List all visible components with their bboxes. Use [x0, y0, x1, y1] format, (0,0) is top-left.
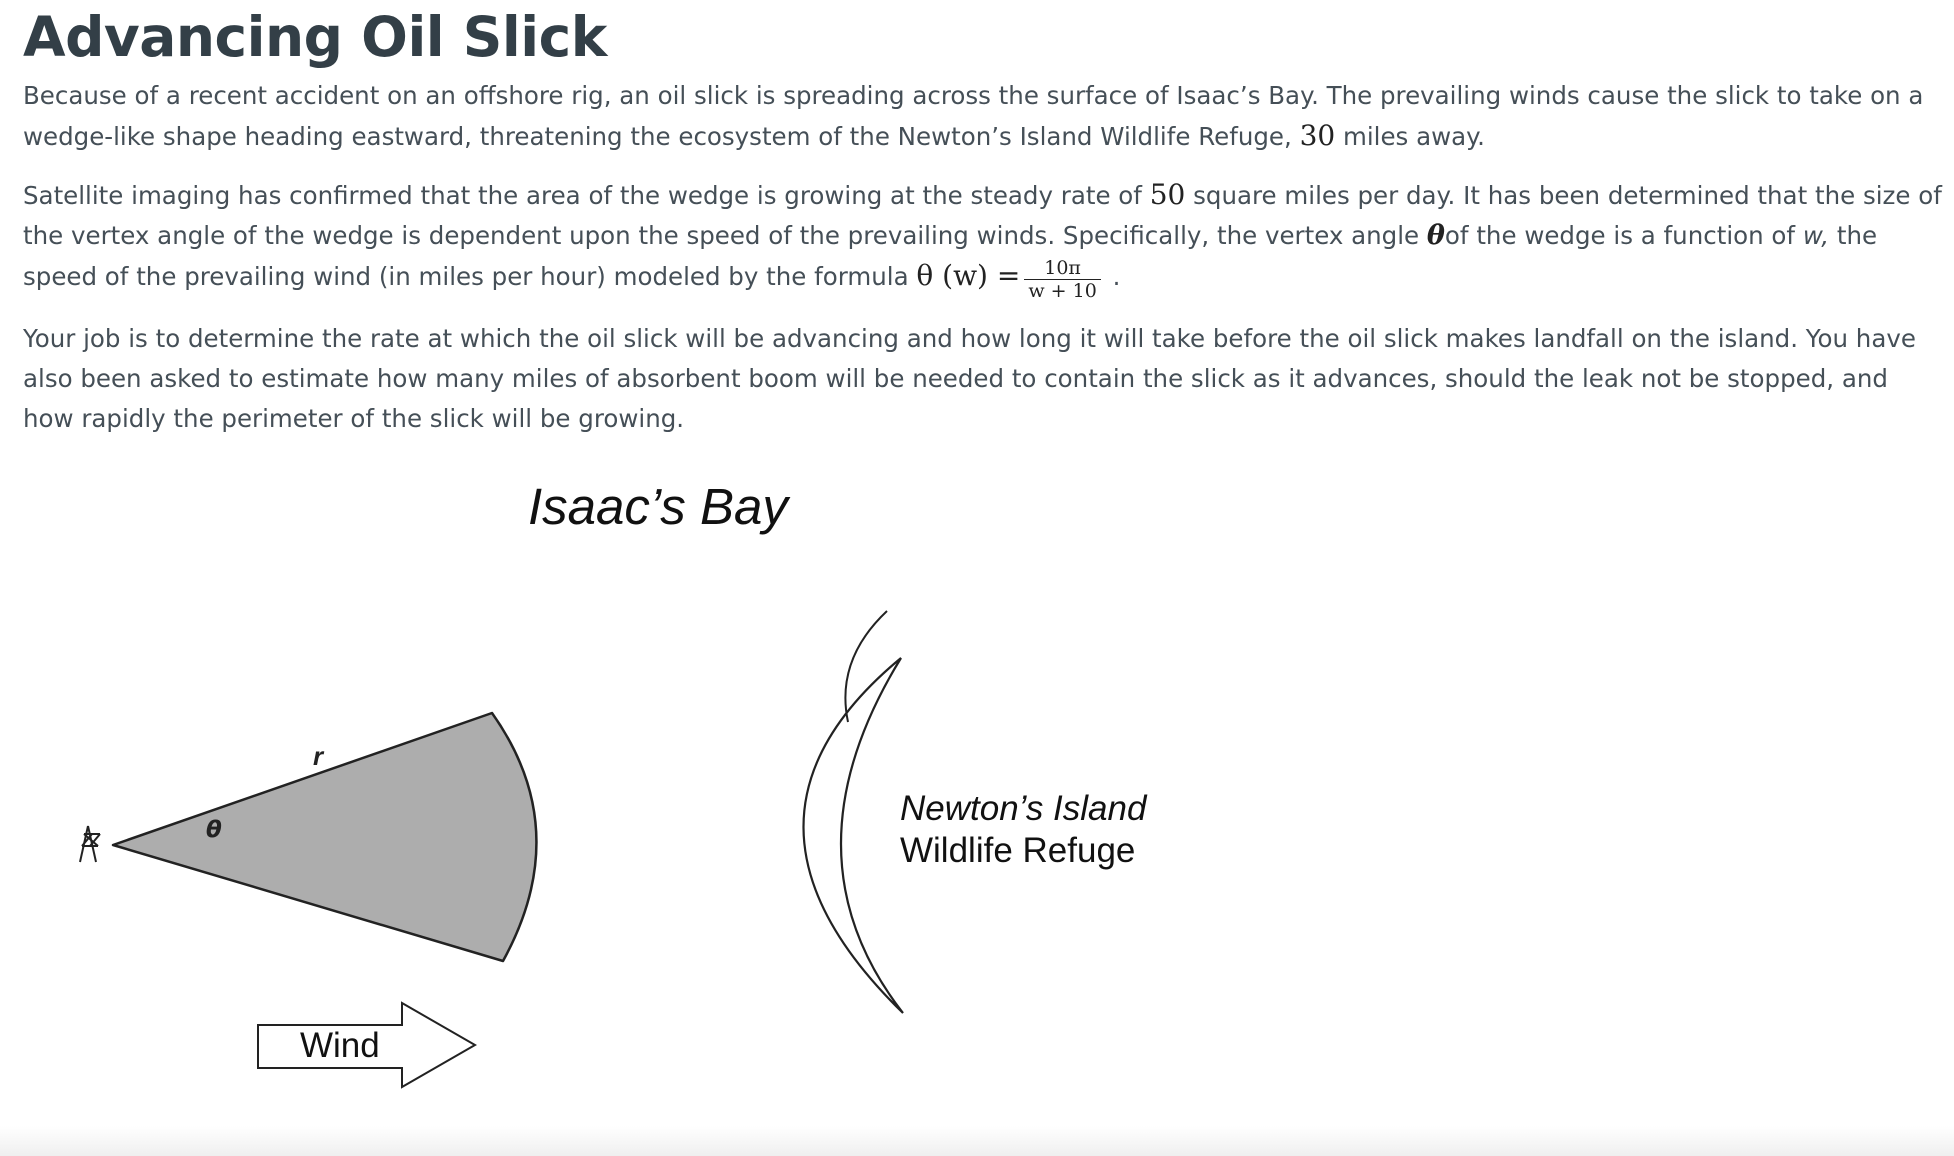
intro-text: Because of a recent accident on an offshore rig, an oil slick is spreading across the surface of Isaac’s Bay. The prevailing winds cause the slick to take on a wedge-like shape heading eastward, threatening the ecosystem of the Newton’s Island Wildlife Refuge, [23, 81, 1924, 151]
intro-paragraph [23, 76, 1943, 157]
bay-label: Isaac’s Bay [528, 478, 788, 535]
formula-lhs: θ (w) = [916, 259, 1021, 292]
rate-text: Satellite imaging has confirmed that the area of the wedge is growing at the steady rate of [23, 181, 1150, 210]
island-shape [803, 658, 903, 1013]
island-label-line1: Newton’s Island [900, 789, 1147, 828]
angle-label: θ [206, 817, 222, 843]
formula-period: . [1104, 262, 1121, 291]
page-title: Advancing Oil Slick [23, 5, 607, 69]
wind-label: Wind [300, 1026, 380, 1065]
radius-label: r [313, 741, 324, 771]
oil-slick-wedge [113, 713, 536, 961]
formula-numerator: 10π [1024, 258, 1100, 280]
formula-denominator: w + 10 [1028, 280, 1097, 302]
task-paragraph: Your job is to determine the rate at which the oil slick will be advancing and how long it will take before the oil slick makes landfall on the island. You have also been asked to estimate how many miles of absorbent boom will be needed to contain the slick as it advances, should the leak not be stopped, and how rapidly the perimeter of the slick will be growing. [23, 324, 1916, 433]
bay-diagram [0, 450, 1954, 1156]
rate-text-2: square miles per day. It has been determined that the size of the vertex angle of the wedge is dependent upon the speed of the prevailing winds. Specifically, the vertex angle [23, 181, 1942, 250]
theta-symbol: θ [1426, 220, 1445, 251]
rate-value: 50 [1149, 178, 1186, 211]
rate-text-3: of the wedge is a function of [1444, 221, 1803, 250]
variable-w: w, [1802, 221, 1830, 250]
island-label-line2: Wildlife Refuge [900, 831, 1136, 870]
rate-text-4: the speed of the prevailing wind (in miles per hour) modeled by the formula [23, 221, 1878, 291]
oil-rig-icon [80, 826, 100, 862]
intro-text-end: miles away. [1335, 122, 1485, 151]
rate-paragraph [23, 175, 1943, 301]
distance-value: 30 [1299, 119, 1336, 152]
article [23, 0, 1943, 457]
formula-fraction [1024, 258, 1100, 301]
page-bottom-edge [0, 1126, 1954, 1156]
